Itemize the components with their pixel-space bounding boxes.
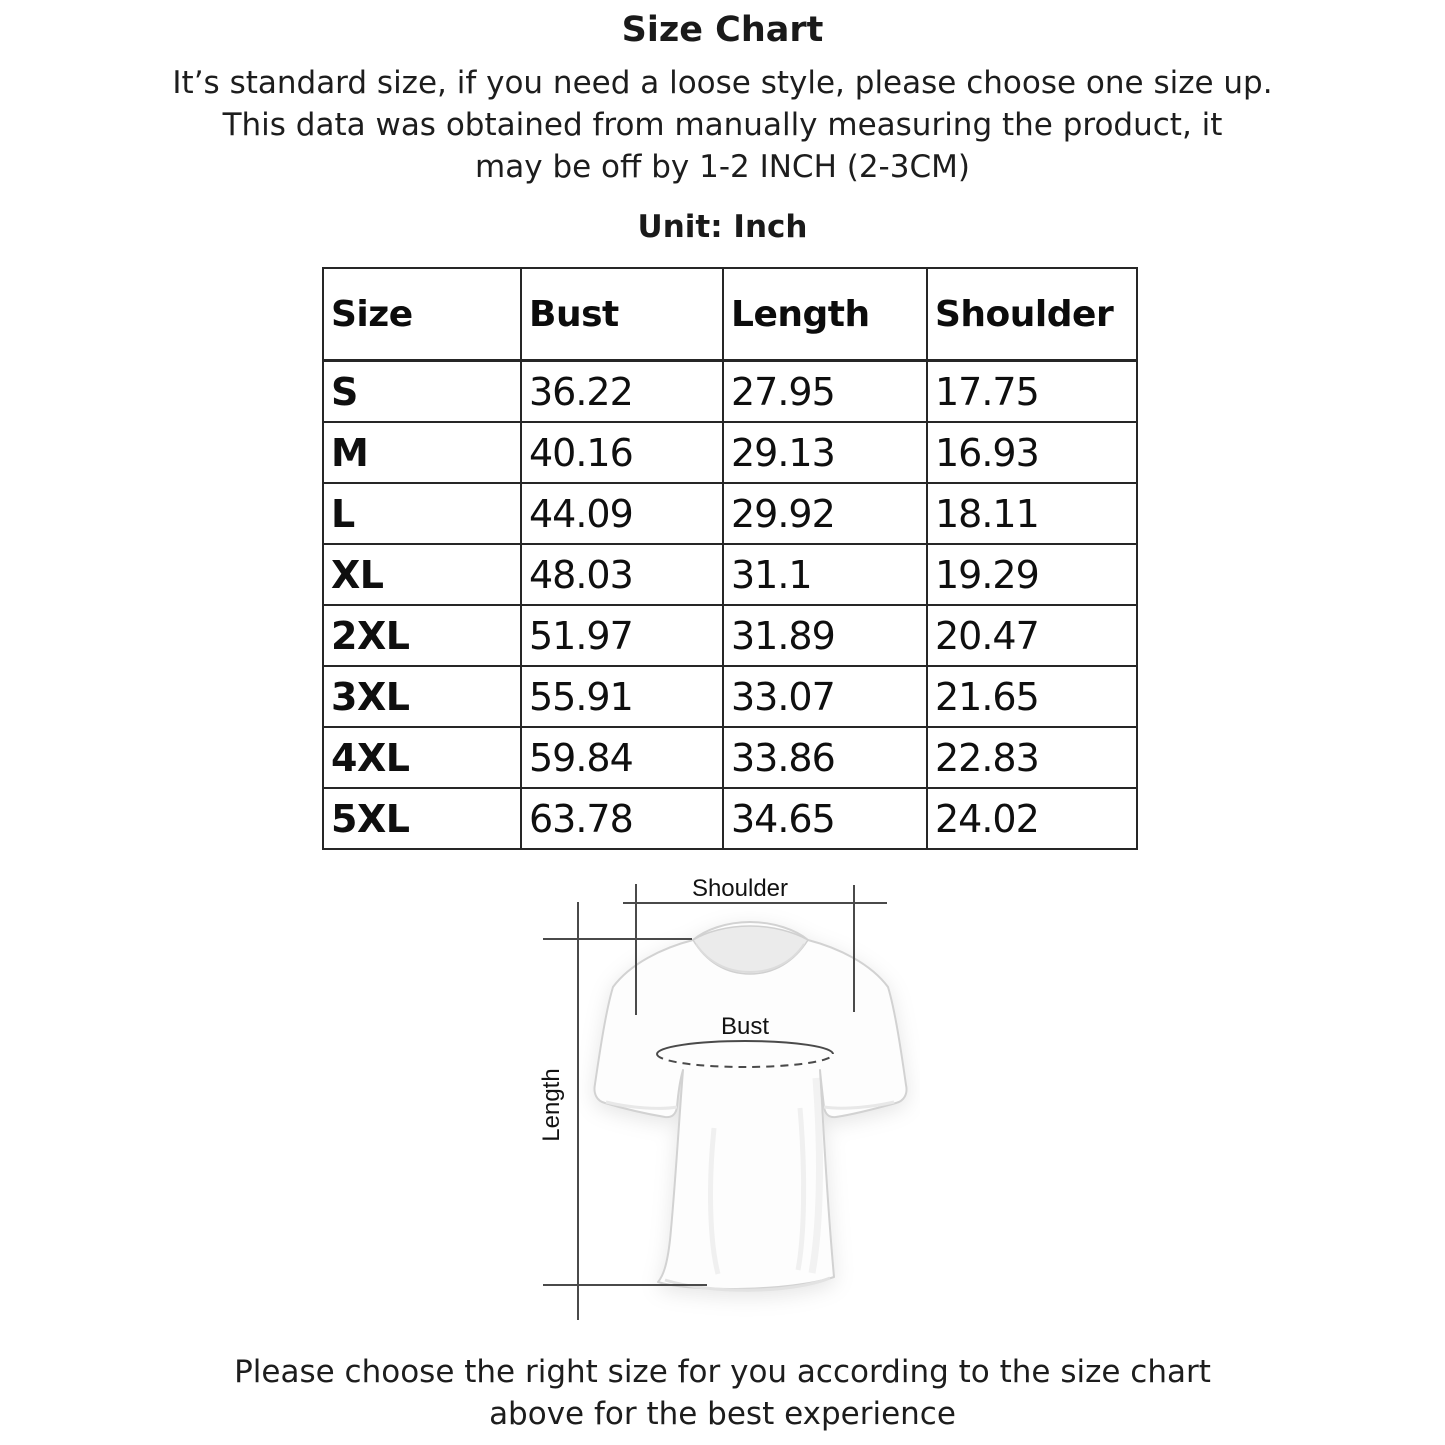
column-header-shoulder: Shoulder [927, 268, 1137, 361]
shoulder-cell: 21.65 [927, 666, 1137, 727]
page-title: Size Chart [621, 10, 824, 50]
table-row [323, 422, 1137, 483]
description-line: may be off by 1-2 INCH (2-3CM) [475, 149, 970, 185]
description-line: It’s standard size, if you need a loose style, please choose one size up. [172, 65, 1273, 101]
unit-label: Unit: Inch [637, 209, 808, 245]
bust-cell: 55.91 [521, 666, 723, 727]
bust-cell: 63.78 [521, 788, 723, 849]
size-cell: L [323, 483, 521, 544]
table-row [323, 788, 1137, 849]
table-row [323, 361, 1137, 423]
bust-cell: 40.16 [521, 422, 723, 483]
description-line: This data was obtained from manually measuring the product, it [222, 107, 1223, 143]
bust-label: Bust [720, 1013, 770, 1040]
table-row [323, 727, 1137, 788]
length-label: Length [538, 1068, 565, 1142]
length-cell: 27.95 [723, 361, 927, 423]
bust-cell: 59.84 [521, 727, 723, 788]
tshirt-graphic [594, 922, 906, 1290]
shoulder-cell: 24.02 [927, 788, 1137, 849]
size-cell: XL [323, 544, 521, 605]
length-cell: 34.65 [723, 788, 927, 849]
size-cell: 3XL [323, 666, 521, 727]
bust-cell: 48.03 [521, 544, 723, 605]
size-table [322, 267, 1138, 850]
column-header-length: Length [723, 268, 927, 361]
table-row [323, 544, 1137, 605]
shoulder-cell: 22.83 [927, 727, 1137, 788]
size-cell: 2XL [323, 605, 521, 666]
shoulder-cell: 18.11 [927, 483, 1137, 544]
footer-line: Please choose the right size for you according to the size chart [234, 1354, 1211, 1390]
bust-cell: 44.09 [521, 483, 723, 544]
shoulder-label: Shoulder [691, 875, 789, 902]
bust-cell: 51.97 [521, 605, 723, 666]
tshirt-measurement-diagram [500, 858, 920, 1340]
length-cell: 31.89 [723, 605, 927, 666]
size-cell: M [323, 422, 521, 483]
size-cell: S [323, 361, 521, 423]
footer-line: above for the best experience [489, 1396, 956, 1432]
length-cell: 31.1 [723, 544, 927, 605]
shoulder-cell: 20.47 [927, 605, 1137, 666]
size-cell: 4XL [323, 727, 521, 788]
table-header-row [323, 268, 1137, 361]
tshirt-body [594, 922, 906, 1289]
column-header-size: Size [323, 268, 521, 361]
shoulder-cell: 19.29 [927, 544, 1137, 605]
length-cell: 29.92 [723, 483, 927, 544]
size-cell: 5XL [323, 788, 521, 849]
table-row [323, 605, 1137, 666]
length-cell: 33.07 [723, 666, 927, 727]
table-row [323, 666, 1137, 727]
shoulder-cell: 16.93 [927, 422, 1137, 483]
size-description [0, 62, 1445, 188]
length-cell: 33.86 [723, 727, 927, 788]
footer-note [0, 1351, 1445, 1435]
table-row [323, 483, 1137, 544]
bust-cell: 36.22 [521, 361, 723, 423]
shoulder-cell: 17.75 [927, 361, 1137, 423]
length-cell: 29.13 [723, 422, 927, 483]
column-header-bust: Bust [521, 268, 723, 361]
